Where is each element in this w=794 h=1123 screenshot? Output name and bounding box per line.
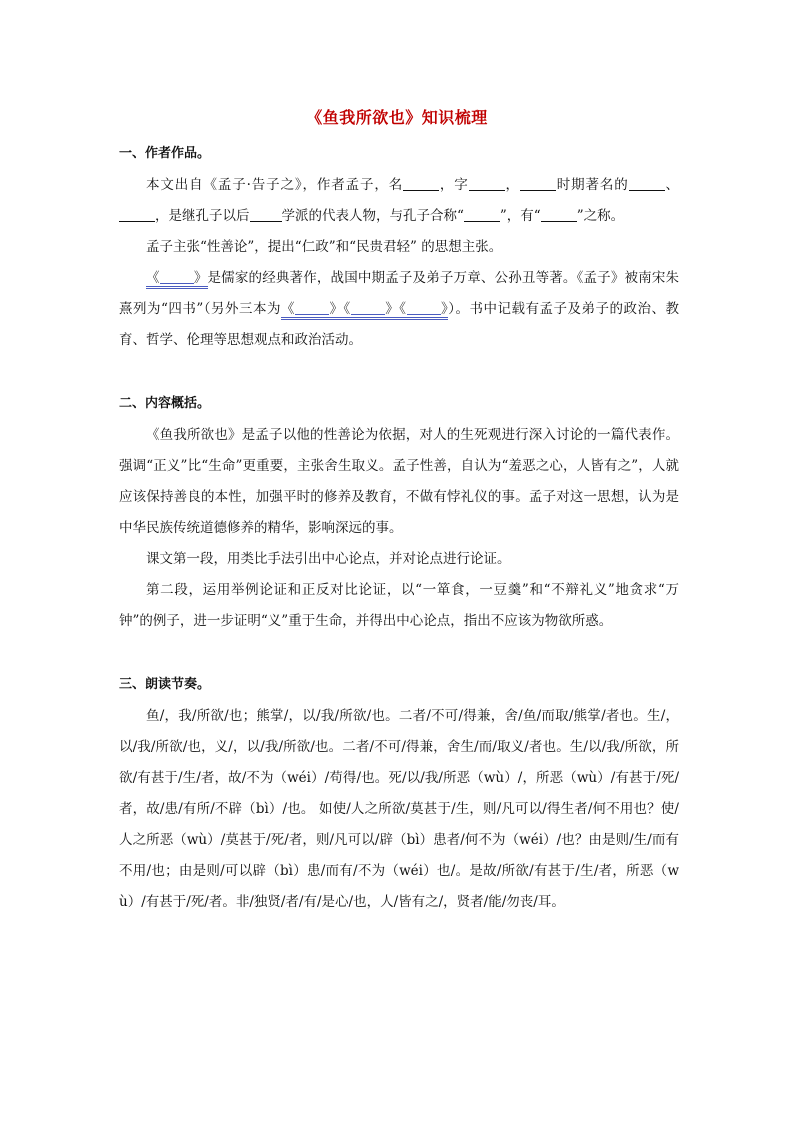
paragraph-mencius-book: 《 》是儒家的经典著作，战国中期孟子及弟子万章、公孙丑等著。《孟子》被南宋朱熹列为“四书”（另外三本为《 》《 》《 》）。书中记载有孟子及弟子的政治、教育、哲学、伦理等思想观点和政治活动。 [119,270,680,348]
paragraph-rhythm-text: 鱼/，我/所欲/也；熊掌/，以/我/所欲/也。二者/不可/得兼，舍/鱼/而取/熊掌/者也。生/，以/我/所欲/也，义/，以/我/所欲/也。二者/不可/得兼，舍生/而/取义/者也。生/以/我/所欲，所欲/有甚于/生/者，故/不为（wéi）/苟得/也。死/以/我/所恶（wù）/，所恶（wù）/有甚于/死/者，故/患/有所/不辟（bì）/也。 如使/人之所欲/莫甚于/生，则/凡可以/得生者/何不用也？使/人之所恶（wù）/莫甚于/死/者，则/凡可以/辟（bì）患者/何不为（wéi）/也？由是则/生/而有不用/也；由是则/可以辟（bì）患/而有/不为（wéi）也/。是故/所欲/有甚于/生/者，所恶（wù）/有甚于/死/者。非/独贤/者/有/是心/也，人/皆有之/，贤者/能/勿丧/耳。 [119,708,679,910]
fill-blank[interactable] [407,300,441,315]
fill-blank[interactable] [541,207,577,222]
underlined-book-title: 《 》 [146,270,208,289]
section-heading-author: 一、作者作品。 [119,146,211,161]
fill-blank[interactable] [403,176,439,191]
section-heading-rhythm: 三、朗读节奏。 [119,677,211,692]
fill-blank[interactable] [119,207,155,222]
paragraph-mencius-ideas: 孟子主张“性善论”，提出“仁政”和“民贵君轻” 的思想主张。 [146,239,503,255]
fill-blank[interactable] [629,176,665,191]
paragraph-summary-main: 《鱼我所欲也》是孟子以他的性善论为依据，对人的生死观进行深入讨论的一篇代表作。强调“正义”比“生命”更重要，主张舍生取义。孟子性善，自认为“羞恶之心，人皆有之”，人就应该保持善良的本性，加强平时的修养及教育，不做有悖礼仪的事。孟子对这一思想，认为是中华民族传统道德修养的精华，影响深远的事。 [119,427,679,536]
document-title: 《鱼我所欲也》知识梳理 [306,108,488,127]
fill-blank[interactable] [464,207,500,222]
document-body [119,144,679,918]
paragraph-summary-first: 课文第一段，用类比手法引出中心论点，并对论点进行论证。 [146,551,511,567]
fill-blank[interactable] [295,300,329,315]
underlined-book-titles: 《 》《 》《 》 [281,301,448,320]
fill-blank[interactable] [160,269,194,284]
fill-blank[interactable] [351,300,385,315]
paragraph-summary-second: 第二段，运用举例论证和正反对比论证，以“一箪食，一豆羹”和“不辩礼义”地贪求“万钟”的例子，进一步证明“义”重于生命，并得出中心论点，指出不应该为物欲所惑。 [119,582,679,629]
section-heading-summary: 二、内容概括。 [119,396,211,411]
paragraph-author-intro: 本文出自《孟子·告子之》，作者孟子，名 ，字 ， 时期著名的 、，是继孔子以后 学派的代表人物，与孔子合称“ ”，有“ ”之称。 [119,170,679,232]
fill-blank[interactable] [469,176,505,191]
fill-blank[interactable] [520,176,556,191]
fill-blank[interactable] [250,207,282,222]
